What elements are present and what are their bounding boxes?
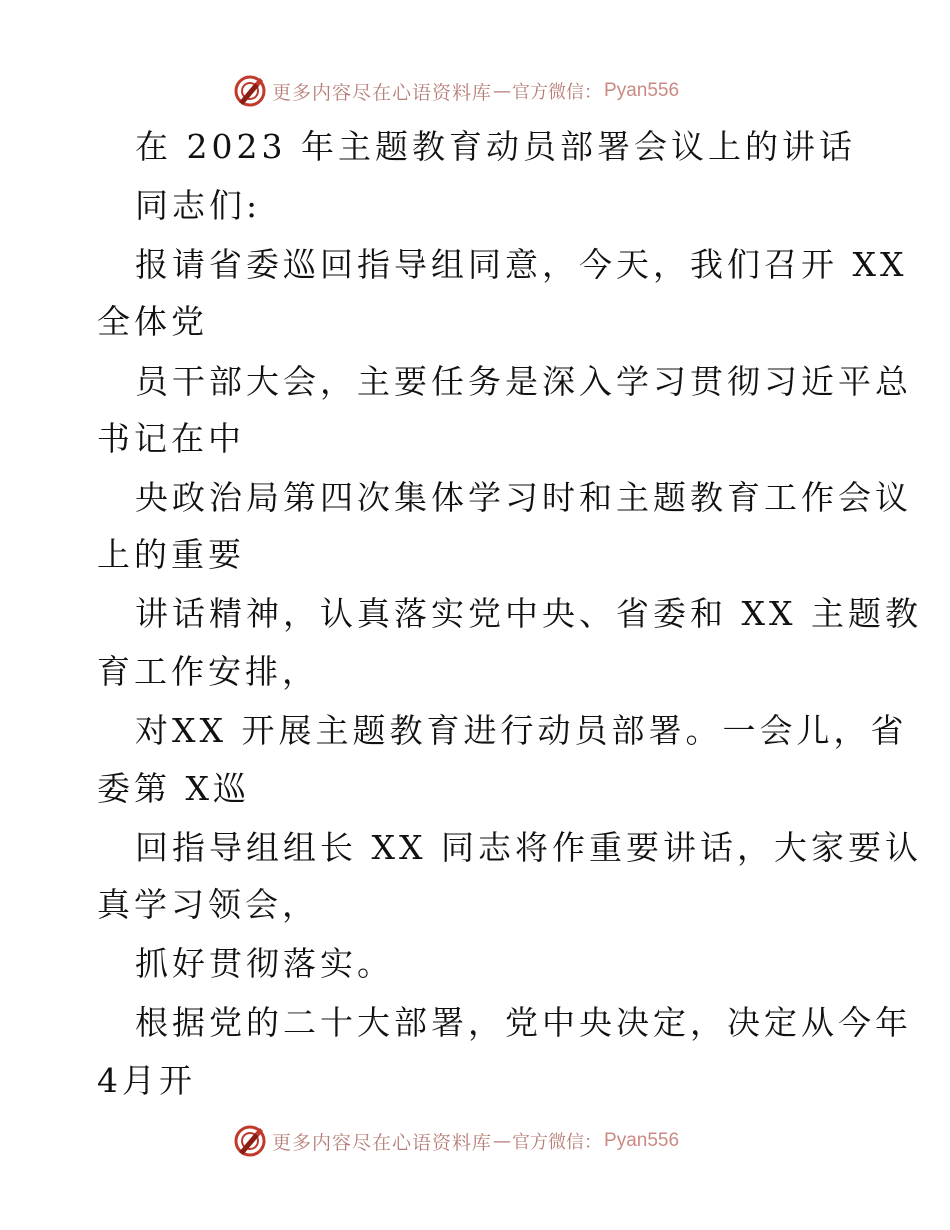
text-line: 对XX 开展主题教育进行动员部署。一会儿，省 (135, 711, 908, 750)
text-line: 书记在中 (97, 419, 245, 458)
footer-wechat-id: Pyan556 (604, 1130, 680, 1151)
text-line: 央政治局第四次集体学习时和主题教育工作会议 (135, 478, 912, 517)
text-line: 同志们: (135, 186, 262, 225)
footer-banner (233, 1121, 679, 1161)
text-line: 抓好贯彻落实。 (135, 944, 394, 983)
header-banner (233, 71, 679, 111)
header-slogan: 更多内容尽在心语资料库 (272, 81, 493, 104)
text-line: 真学习领会， (97, 885, 319, 924)
text-line: 根据党的二十大部署，党中央决定，决定从今年 (135, 1003, 912, 1042)
text-line: 报请省委巡回指导组同意，今天，我们召开 XX (135, 245, 908, 284)
footer-separator: — (493, 1130, 512, 1152)
footer-slogan: 更多内容尽在心语资料库 (272, 1131, 493, 1154)
text-line: 4月开 (97, 1061, 196, 1100)
text-line: 员干部大会，主要任务是深入学习贯彻习近平总 (135, 362, 912, 401)
pen-logo-icon (233, 74, 267, 108)
header-separator: — (493, 80, 512, 102)
text-line: 讲话精神，认真落实党中央、省委和 XX 主题教 (135, 594, 922, 633)
text-line: 上的重要 (97, 535, 245, 574)
header-wechat-id: Pyan556 (604, 80, 680, 101)
footer-wechat-label: 官方微信： (512, 1132, 603, 1153)
text-line: 全体党 (97, 302, 208, 341)
text-line: 委第 X巡 (97, 769, 250, 808)
pen-logo-icon (233, 1124, 267, 1158)
header-wechat-label: 官方微信： (512, 82, 603, 103)
document-title: 在 2023 年主题教育动员部署会议上的讲话 (135, 127, 856, 166)
text-line: 育工作安排， (97, 652, 319, 691)
text-line: 回指导组组长 XX 同志将作重要讲话，大家要认 (135, 828, 922, 867)
